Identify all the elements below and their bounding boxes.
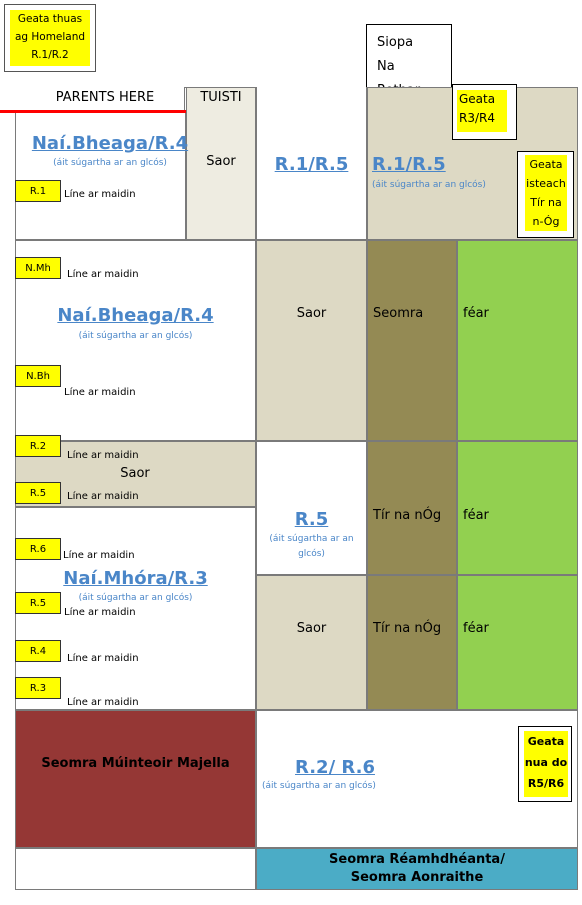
badge-r4: R.4	[15, 640, 61, 662]
bottom-left-empty-cell	[15, 848, 256, 890]
bike-shop-line-1: Siopa	[377, 35, 414, 50]
third-tir-label-2: Tír na nÓg	[373, 621, 442, 636]
bottom-title: R.2/ R.6	[295, 757, 375, 778]
badge-r5-b: R.5	[15, 592, 61, 614]
third-grass-label-1: féar	[463, 508, 489, 523]
gate-tir-na-nog-label: Geata isteach Tír na n-Óg	[525, 155, 567, 231]
gate-r3r4-label: Geata R3/R4	[457, 90, 507, 132]
third-line-r2: Líne ar maidin	[67, 450, 139, 461]
badge-nbh: N.Bh	[15, 365, 61, 387]
top-left-note: (áit súgartha ar an glcós)	[53, 158, 167, 168]
second-title: Naí.Bheaga/R.4	[57, 305, 214, 326]
badge-r3: R.3	[15, 677, 61, 699]
badge-r6: R.6	[15, 538, 61, 560]
third-free-label: Saor	[120, 466, 150, 481]
third-line-r3: Líne ar maidin	[67, 697, 139, 708]
second-grass-label: féar	[463, 306, 489, 321]
teal-room-line-2: Seomra Aonraithe	[350, 870, 484, 885]
second-line-top: Líne ar maidin	[67, 269, 139, 280]
second-free-cell	[256, 240, 367, 441]
badge-r2: R.2	[15, 435, 61, 457]
top-left-line: Líne ar maidin	[64, 189, 136, 200]
second-free-label: Saor	[296, 306, 327, 321]
top-right-note: (áit súgartha ar an glcós)	[372, 180, 486, 190]
header-parents-label: PARENTS HERE	[55, 90, 155, 105]
third-mid-title: R.5	[294, 509, 329, 530]
top-left-title: Naí.Bheaga/R.4	[31, 133, 189, 154]
third-mid-free-label: Saor	[296, 621, 327, 636]
teal-room-label	[256, 851, 578, 887]
third-line-r4: Líne ar maidin	[67, 653, 139, 664]
header-tuisti-label: TUISTI	[200, 90, 242, 105]
maroon-room-cell	[15, 710, 256, 848]
third-line-r5b: Líne ar maidin	[64, 607, 136, 618]
bottom-note: (áit súgartha ar an glcós)	[262, 781, 376, 791]
third-mid-note: (áit súgartha ar an glcós)	[269, 534, 354, 559]
second-note: (áit súgartha ar an glcós)	[78, 331, 193, 341]
top-free-label: Saor	[206, 154, 236, 169]
third-mid-free-cell	[256, 575, 367, 710]
third-grass-cell-2	[457, 575, 578, 710]
third-note: (áit súgartha ar an glcós)	[78, 593, 193, 603]
second-grass-cell	[457, 240, 578, 441]
gate-homeland-box	[4, 4, 96, 72]
gate-homeland-label: Geata thuas ag Homeland R.1/R.2	[10, 10, 90, 66]
bike-shop-line-2: Na	[377, 59, 395, 74]
badge-nmh: N.Mh	[15, 257, 61, 279]
third-grass-label-2: féar	[463, 621, 489, 636]
third-line-r5a: Líne ar maidin	[67, 491, 139, 502]
third-tir-cell-2	[367, 575, 457, 710]
third-title: Naí.Mhóra/R.3	[63, 568, 208, 589]
second-room-label: Seomra	[373, 306, 424, 321]
third-tir-label-1: Tír na nÓg	[373, 508, 442, 523]
badge-r1: R.1	[15, 180, 61, 202]
badge-r5-a: R.5	[15, 482, 61, 504]
second-room-cell	[367, 240, 457, 441]
top-right-title: R.1/R.5	[372, 154, 446, 175]
top-mid-title: R.1/R.5	[274, 154, 349, 175]
teal-room-line-1: Seomra Réamhdhéanta/	[329, 852, 505, 867]
gate-r5r6-label: Geata nua do R5/R6	[524, 731, 568, 797]
second-line-bottom: Líne ar maidin	[64, 387, 136, 398]
third-line-r6: Líne ar maidin	[63, 550, 135, 561]
maroon-room-label: Seomra Múinteoir Majella	[41, 756, 230, 771]
